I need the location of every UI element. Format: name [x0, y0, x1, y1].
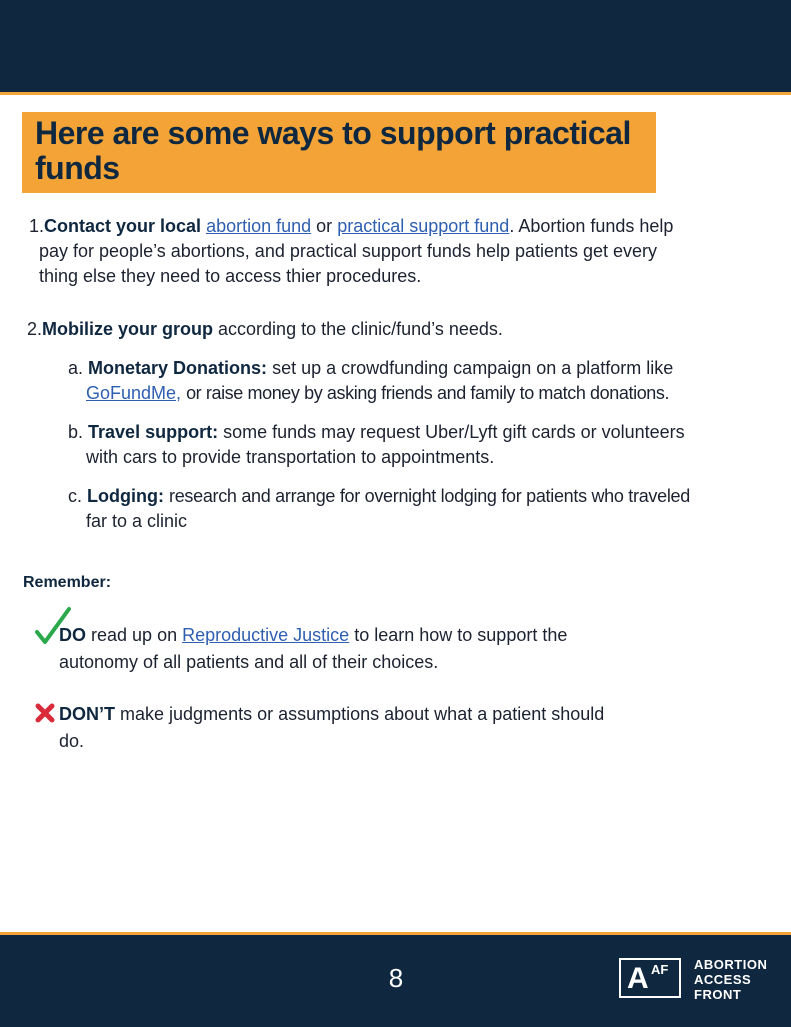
practical-support-fund-link[interactable]: practical support fund: [337, 216, 510, 236]
sub-step-c-heading: Lodging:: [87, 486, 164, 506]
page-title: Here are some ways to support practical funds: [35, 115, 631, 186]
sub-step-c-text-2: far to a clinic: [86, 511, 188, 531]
do-label: DO: [59, 625, 86, 645]
do-text-1: read up on: [91, 625, 178, 645]
sub-step-c-letter: c.: [68, 486, 83, 506]
dont-text-1: make judgments or assumptions about what a patient should: [120, 704, 605, 724]
dont-note: [59, 701, 679, 755]
logo-wordmark: [694, 957, 767, 1002]
logo-line-1: ABORTION: [694, 957, 768, 972]
step-2-heading: Mobilize your group: [42, 319, 214, 339]
logo-letter-a: A: [627, 962, 649, 995]
step-2-number: 2.: [27, 319, 43, 339]
abortion-fund-link[interactable]: abortion fund: [206, 216, 312, 236]
step-1-number: 1.: [29, 216, 45, 236]
logo-line-2: ACCESS: [694, 972, 752, 987]
reproductive-justice-link[interactable]: Reproductive Justice: [182, 625, 350, 645]
step-1-text: . Abortion funds help: [509, 216, 674, 236]
sub-step-b-text-2: with cars to provide transportation to appointments.: [86, 447, 495, 467]
step-2-text: according to the clinic/fund’s needs.: [218, 319, 503, 339]
do-note: [59, 622, 679, 676]
sub-step-a-heading: Monetary Donations:: [88, 358, 268, 378]
gofundme-link[interactable]: GoFundMe,: [86, 383, 182, 403]
remember-heading: Remember:: [23, 574, 112, 591]
sub-step-b-letter: b.: [68, 422, 84, 442]
footer-bar: [0, 932, 791, 1027]
sub-step-a-letter: a.: [68, 358, 84, 378]
page-number: 8: [388, 963, 404, 993]
sub-step-a-text-1: set up a crowdfunding campaign on a platform like: [272, 358, 674, 378]
top-header-bar: [0, 0, 791, 95]
step-1-or: or: [316, 216, 333, 236]
dont-label: DON’T: [59, 704, 115, 724]
sub-step-b-heading: Travel support:: [88, 422, 219, 442]
do-text-3: autonomy of all patients and all of their choices.: [59, 652, 439, 672]
title-banner: [22, 112, 656, 193]
dont-text-2: do.: [59, 731, 85, 751]
step-1-heading: Contact your local: [44, 216, 202, 236]
logo-line-3: FRONT: [694, 987, 742, 1002]
logo-letters-af: AF: [651, 962, 669, 977]
sub-step-a-text-2: or raise money by asking friends and family to match donations.: [186, 383, 670, 403]
sub-step-c-text-1: research and arrange for overnight lodging for patients who traveled: [169, 486, 690, 506]
step-1-line-3: thing else they need to access thier procedures.: [39, 266, 422, 286]
aaf-logo-mark: [619, 958, 681, 998]
step-1-line-2: pay for people’s abortions, and practical support funds help patients get every: [39, 241, 658, 261]
sub-step-b-text-1: some funds may request Uber/Lyft gift cards or volunteers: [223, 422, 685, 442]
x-mark-icon: [35, 703, 55, 723]
do-text-2: to learn how to support the: [354, 625, 568, 645]
